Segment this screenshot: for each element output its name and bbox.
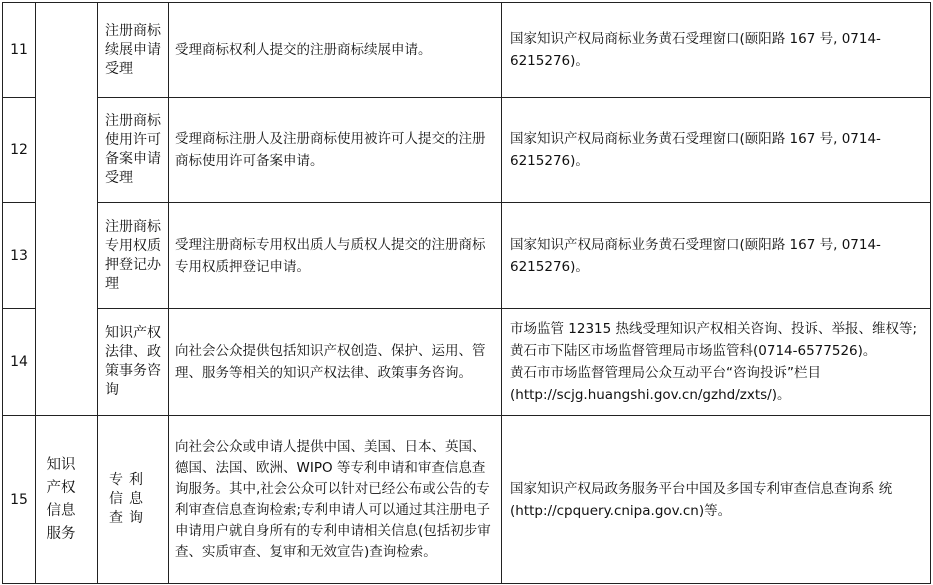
item-description: 受理注册商标专用权出质人与质权人提交的注册商标专用权质押登记申请。 xyxy=(169,203,502,309)
table-row xyxy=(3,309,931,416)
category-cell: 知识产权信息服务 xyxy=(36,416,98,584)
window-line: 市场监管 12315 热线受理知识产权相关咨询、投诉、举报、维权等; xyxy=(510,321,918,337)
row-number: 14 xyxy=(3,309,36,416)
item-name: 专利信息查询 xyxy=(98,416,169,584)
service-window xyxy=(502,309,931,416)
item-description: 向社会公众提供包括知识产权创造、保护、运用、管理、服务等相关的知识产权法律、政策事务咨询。 xyxy=(169,309,502,416)
category-cell-empty xyxy=(36,3,98,416)
service-window: 国家知识产权局商标业务黄石受理窗口(颐阳路 167 号, 0714-6215276)。 xyxy=(502,98,931,203)
item-description: 向社会公众或申请人提供中国、美国、日本、英国、德国、法国、欧洲、WIPO 等专利申请和审查信息查询服务。其中,社会公众可以针对已经公布或公告的专利审查信息查询检索;专利申请人可以通过其注册电子申请用户就自身所有的专利申请相关信息(包括初步审查、实质审查、复审和无效宣告)查询检索。 xyxy=(169,416,502,584)
row-number: 12 xyxy=(3,98,36,203)
table-row xyxy=(3,203,931,309)
item-name: 注册商标续展申请受理 xyxy=(98,3,169,98)
window-line: 黄石市下陆区市场监督管理局市场监管科(0714-6577526)。 xyxy=(510,343,877,359)
service-window: 国家知识产权局商标业务黄石受理窗口(颐阳路 167 号, 0714-6215276)。 xyxy=(502,203,931,309)
row-number: 11 xyxy=(3,3,36,98)
item-name: 注册商标使用许可备案申请受理 xyxy=(98,98,169,203)
item-description: 受理商标权利人提交的注册商标续展申请。 xyxy=(169,3,502,98)
service-window: 国家知识产权局政务服务平台中国及多国专利审查信息查询系 统(http://cpquery.cnipa.gov.cn)等。 xyxy=(502,416,931,584)
table-row xyxy=(3,416,931,584)
window-line: 黄石市市场监督管理局公众互动平台“咨询投诉”栏目 (http://scjg.huangshi.gov.cn/gzhd/zxts/)。 xyxy=(510,365,821,403)
item-description: 受理商标注册人及注册商标使用被许可人提交的注册商标使用许可备案申请。 xyxy=(169,98,502,203)
item-name: 注册商标专用权质押登记办理 xyxy=(98,203,169,309)
row-number: 15 xyxy=(3,416,36,584)
service-window: 国家知识产权局商标业务黄石受理窗口(颐阳路 167 号, 0714-6215276)。 xyxy=(502,3,931,98)
service-table xyxy=(2,2,931,584)
row-number: 13 xyxy=(3,203,36,309)
table-row xyxy=(3,98,931,203)
item-name: 知识产权法律、政策事务咨询 xyxy=(98,309,169,416)
table-row xyxy=(3,3,931,98)
